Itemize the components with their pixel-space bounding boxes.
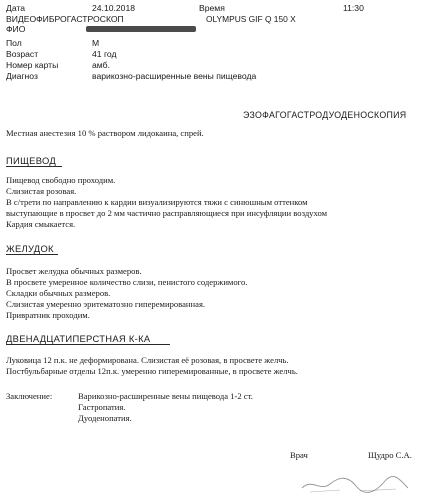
esophagus-underline [6,166,62,167]
esophagus-line: выступающие в просвет до 2 мм частично расправляющиеся при инсуфляции воздухом [6,208,328,218]
stomach-line: Слизистая умеренно эритематозно гиперемированная. [6,299,206,309]
card-label: Номер карты [6,60,59,70]
device-model: OLYMPUS GIF Q 150 X [206,14,296,24]
duodenum-underline [6,344,170,345]
signature-scribble-icon [300,470,410,496]
signature-role: Врач [290,450,308,460]
age-value: 41 год [92,49,117,59]
duodenum-line: Луковица 12 п.к. не деформирована. Слизистая её розовая, в просвете желчь. [6,355,289,365]
procedure-title: ЭЗОФАГОГАСТРОДУОДЕНОСКОПИЯ [243,110,407,120]
stomach-line: В просвете умеренное количество слизи, пенистого содержимого. [6,277,248,287]
stomach-underline [6,254,58,255]
conclusion-item: Дуоденопатия. [78,413,132,423]
conclusion-label: Заключение: [6,391,53,401]
device-name: ВИДЕОФИБРОГАСТРОСКОП [6,14,124,24]
conclusion-item: Варикозно-расширенные вены пищевода 1-2 ст. [78,391,253,401]
age-label: Возраст [6,49,39,59]
duodenum-line: Постбульбарные отделы 12п.к. умеренно гиперемированные, в просвете желчь. [6,366,298,376]
card-value: амб. [92,60,110,70]
diagnosis-value: варикозно-расширенные вены пищевода [92,71,257,81]
esophagus-line: Пищевод свободно проходим. [6,175,116,185]
esophagus-line: Слизистая розовая. [6,186,77,196]
stomach-line: Складки обычных размеров. [6,288,111,298]
conclusion-item: Гастропатия. [78,402,126,412]
redaction-mark [86,26,196,32]
stomach-line: Привратник проходим. [6,310,90,320]
sex-value: М [92,38,100,48]
esophagus-line: Кардия смыкается. [6,219,76,229]
stomach-line: Просвет желудка обычных размеров. [6,266,142,276]
diagnosis-label: Диагноз [6,71,38,81]
esophagus-line: В с/трети по направлению к кардии визуализируются тяжи с синюшным оттенком [6,197,308,207]
fio-label: ФИО [6,24,26,34]
stomach-title: ЖЕЛУДОК [6,243,54,254]
time-value: 11:30 [343,3,364,13]
date-value: 24.10.2018 [92,3,136,13]
duodenum-title: ДВЕНАДЦАТИПЕРСТНАЯ К-КА [6,333,151,344]
anesthesia-text: Местная анестезия 10 % раствором лидокаина, спрей. [6,128,204,138]
date-label: Дата [6,3,26,13]
time-label: Время [199,3,225,13]
esophagus-title: ПИЩЕВОД [6,155,56,166]
sex-label: Пол [6,38,22,48]
signature-name: Щудро С.А. [368,450,412,460]
